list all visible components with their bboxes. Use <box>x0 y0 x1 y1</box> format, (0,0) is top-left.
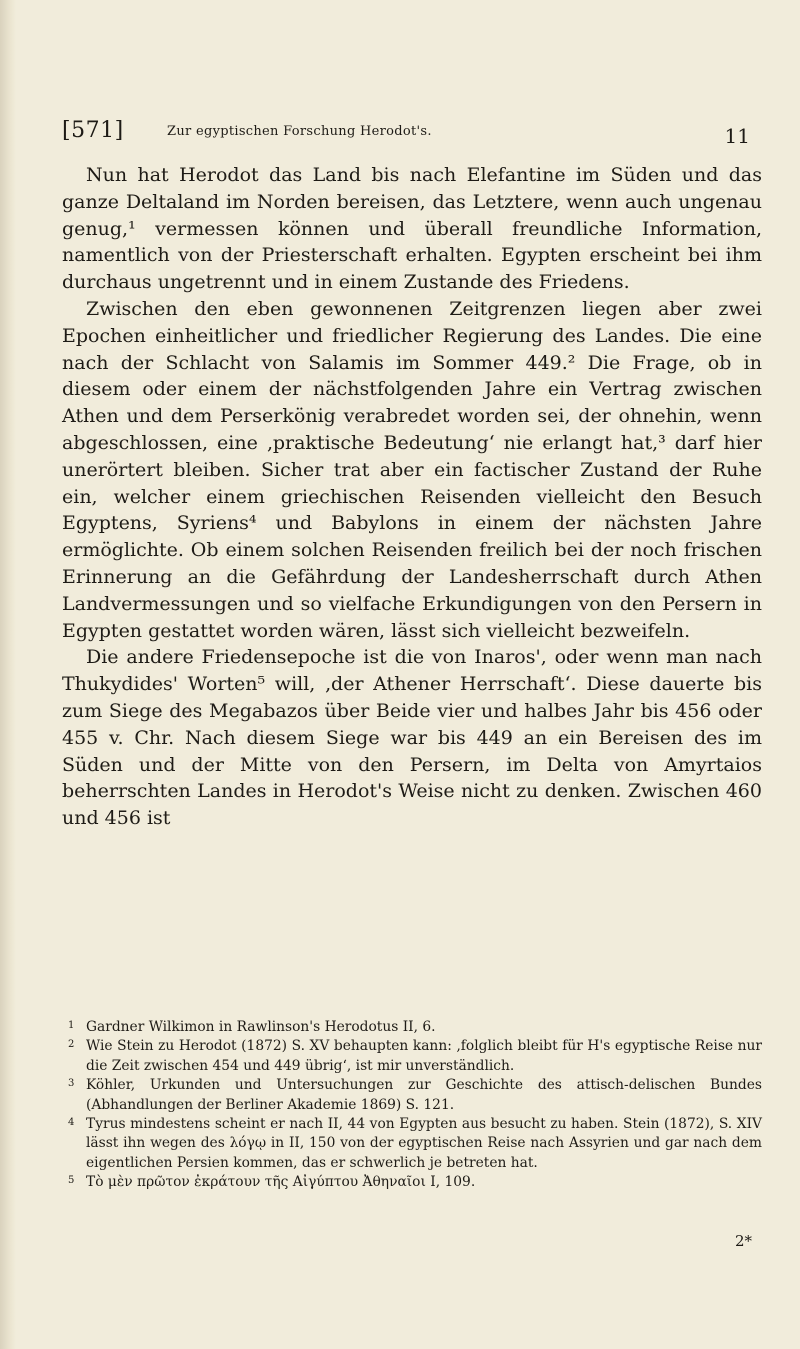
page-header <box>62 118 762 148</box>
running-title: Zur egyptischen Forschung Herodot's. <box>167 124 432 139</box>
footnote <box>62 1115 762 1173</box>
footnote-text: Tyrus mindestens scheint er nach II, 44 von Egypten aus besucht zu haben. Stein (1872), S. XIV lässt ihn wegen des λόγῳ in II, 150 von der egyptischen Reise nach Assyrien und gar nach dem eigentlichen Persien kommen, das er schwerlich je betreten hat. <box>86 1116 762 1171</box>
footnote <box>62 1018 762 1037</box>
footnotes <box>62 1018 762 1193</box>
footnote-text: Gardner Wilkimon in Rawlinson's Herodotus II, 6. <box>86 1019 436 1035</box>
printer-signature-mark: 2* <box>734 1232 752 1250</box>
paragraph: Nun hat Herodot das Land bis nach Elefantine im Süden und das ganze Deltaland im Norden bereisen, das Letztere, wenn auch ungenau genug,¹ vermessen können und überall freundliche Information, namentlich von der Priesterschaft erhalten. Egypten erscheint bei ihm durchaus ungetrennt und in einem Zustande des Friedens. <box>62 164 762 294</box>
footnote <box>62 1037 762 1076</box>
footnote <box>62 1076 762 1115</box>
footnote-text: Wie Stein zu Herodot (1872) S. XV behaupten kann: ‚folglich bleibt für H's egyptische Reise nur die Zeit zwischen 454 und 449 übrig‘, ist mir unverständlich. <box>86 1038 762 1074</box>
footnote-number: 5 <box>68 1175 75 1187</box>
book-spine-shadow <box>0 0 16 1349</box>
page-number: 11 <box>724 124 750 148</box>
footnote <box>62 1173 762 1192</box>
footnote-number: 2 <box>68 1039 75 1051</box>
footnote-text: Τὸ μὲν πρῶτον ἐκράτουν τῆς Αἰγύπτου Ἀθηναῖοι I, 109. <box>86 1174 476 1191</box>
paragraph: Zwischen den eben gewonnenen Zeitgrenzen liegen aber zwei Epochen einheitlicher und friedlicher Regierung des Landes. Die eine nach der Schlacht von Salamis im Sommer 449.² Die Frage, ob in diesem oder einem der nächstfolgenden Jahre ein Vertrag zwischen Athen und dem Perserkönig verabredet worden sei, der ohnehin, wenn abgeschlossen, eine ‚praktische Bedeutung‘ nie erlangt hat,³ darf hier unerörtert bleiben. Sicher trat aber ein factischer Zustand der Ruhe ein, welcher einem griechischen Reisenden vielleicht den Besuch Egyptens, Syriens⁴ und Babylons in einem der nächsten Jahre ermöglichte. Ob einem solchen Reisenden freilich bei der noch frischen Erinnerung an die Gefährdung der Landesherrschaft durch Athen Landvermessungen und so vielfache Erkundigungen von den Persern in Egypten gestattet worden wären, lässt sich vielleicht bezweifeln. <box>62 297 762 642</box>
footnote-number: 3 <box>68 1078 75 1090</box>
main-text <box>62 162 762 832</box>
paragraph: Die andere Friedensepoche ist die von Inaros', oder wenn man nach Thukydides' Worten⁵ will, ‚der Athener Herrschaft‘. Diese dauerte bis zum Siege des Megabazos über Beide vier und halbes Jahr bis 456 oder 455 v. Chr. Nach diesem Siege war bis 449 an ein Bereisen des im Süden und der Mitte von den Persern, im Delta von Amyrtaios beherrschten Landes in Herodot's Weise nicht zu denken. Zwischen 460 und 456 ist <box>62 646 762 830</box>
footnote-number: 4 <box>68 1117 75 1129</box>
footnote-text: Köhler, Urkunden und Untersuchungen zur Geschichte des attisch-delischen Bundes (Abhandlungen der Berliner Akademie 1869) S. 121. <box>86 1077 762 1113</box>
footnote-number: 1 <box>68 1020 75 1031</box>
page-reference: [571] <box>62 118 124 143</box>
